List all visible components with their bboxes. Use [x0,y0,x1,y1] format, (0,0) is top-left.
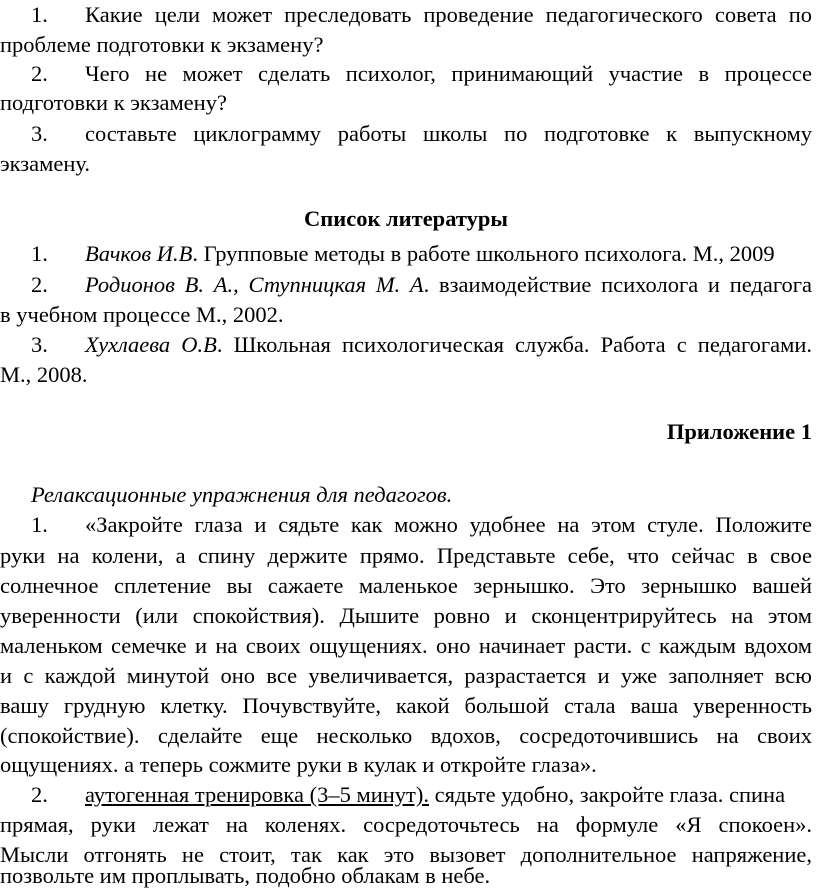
literature-item-2 [0,271,812,299]
exercise-1-line-8: (спокойствие). сделайте еще несколько вдохов, сосредоточившись на своих [0,723,812,748]
literature-item-2-title: . взаимодействие психолога и педагога [423,272,812,297]
exercise-2-line-1: сядьте удобно, закройте глаза. спина [428,782,786,807]
literature-item-2-author: Родионов В. А., Ступницкая М. А [85,272,424,297]
exercise-2-line-3: Мысли отгонять не стоит, так как это вызовет дополнительное напряжение, [0,842,812,867]
exercise-1-line-3: солнечное сплетение вы сажаете маленькое зернышко. Это зернышко вашей [0,573,812,598]
exercise-1-line-4: уверенности (или спокойствия). Дышите ровно и сконцентрируйтесь на этом [0,603,812,628]
question-3-text: составьте циклограмму работы школы по подготовке к выпускному [85,121,812,146]
question-1-text: Какие цели может преследовать проведение педагогического совета по [85,2,812,27]
literature-item-1-author: Вачков И.В [85,241,193,266]
literature-item-1-title: . Групповые методы в работе школьного психолога. М., 2009 [192,241,775,266]
literature-item-3-title: . Школьная психологическая служба. Работа с педагогами. [216,332,812,357]
exercise-2-title: аутогенная тренировка (3–5 минут). [85,782,429,807]
question-3 [0,120,812,148]
question-2-number: 2. [31,61,48,86]
exercise-1-line-9: ощущениях. а теперь сожмите руки в кулак и откройте глаза». [0,752,597,777]
literature-item-3-author: Хухлаева О.В [85,332,217,357]
appendix-heading: Приложение 1 [666,419,812,444]
exercise-1-line-2: руки на колени, а спину держите прямо. Представьте себе, что сейчас в свое [0,543,812,568]
exercise-1 [0,511,812,539]
literature-item-3-continuation: М., 2008. [0,362,88,387]
question-2 [0,60,812,88]
literature-item-2-number: 2. [31,272,48,297]
question-3-number: 3. [31,121,48,146]
exercise-2-number: 2. [31,782,48,807]
literature-item-3 [0,331,812,359]
exercise-2-line-2: прямая, руки лежат на коленях. сосредоточьтесь на формуле «Я спокоен». [0,812,812,837]
question-3-continuation: экзамену. [0,151,91,176]
exercise-2 [0,781,812,809]
question-1-continuation: проблеме подготовки к экзамену? [0,32,324,57]
exercise-1-line-1: «Закройте глаза и сядьте как можно удобнее на этом стуле. Положите [85,512,812,537]
exercise-1-line-6: и с каждой минутой оно все увеличивается, разрастается и уже заполняет всю [0,663,812,688]
exercise-1-number: 1. [31,512,48,537]
exercise-1-line-5: маленьком семечке и на своих ощущениях. оно начинает расти. с каждым вдохом [0,633,812,658]
question-1-number: 1. [31,2,48,27]
literature-heading: Список литературы [304,206,508,231]
literature-item-1 [0,240,812,268]
literature-item-1-number: 1. [31,241,48,266]
question-1 [0,1,812,29]
literature-item-3-number: 3. [31,332,48,357]
literature-item-2-continuation: в учебном процессе М., 2002. [0,302,284,327]
question-2-continuation: подготовки к экзамену? [0,90,227,115]
exercise-1-line-7: вашу грудную клетку. Почувствуйте, какой большой стала ваша уверенность [0,693,812,718]
appendix-subtitle: Релаксационные упражнения для педагогов. [31,482,453,507]
question-2-text: Чего не может сделать психолог, принимающий участие в процессе [85,61,812,86]
exercise-2-line-4: позвольте им проплывать, подобно облакам в небе. [0,863,491,888]
